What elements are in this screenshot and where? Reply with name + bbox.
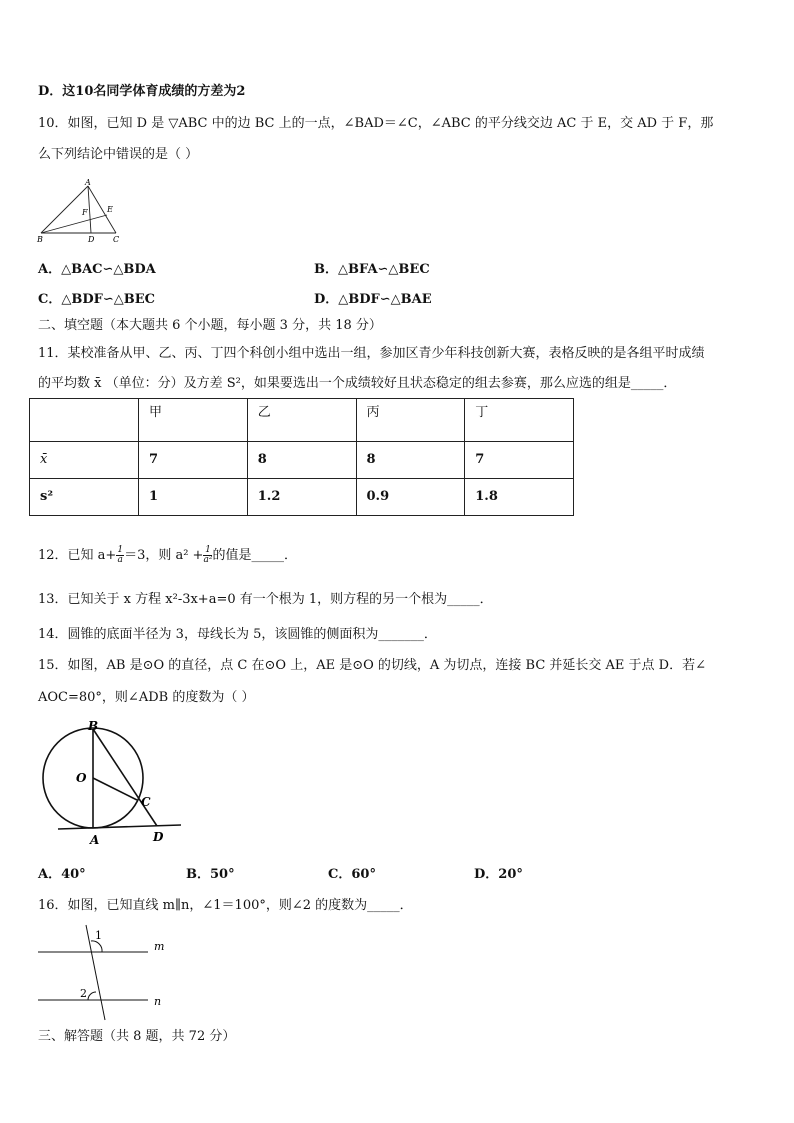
table-header-cell xyxy=(30,399,139,442)
q10-text-line2: 么下列结论中错误的是（ ） xyxy=(38,147,199,162)
q12-fraction-1 xyxy=(116,546,124,565)
q16-label-1: 1 xyxy=(95,929,102,942)
q11-score-table xyxy=(29,398,574,516)
q10-label-d: D xyxy=(88,235,95,244)
q15-option-d: D．20° xyxy=(474,867,523,882)
q15-label-a: A xyxy=(90,833,100,847)
q15-option-b: B．50° xyxy=(186,867,235,882)
table-cell: 8 xyxy=(247,442,356,479)
table-row xyxy=(30,442,574,479)
table-cell: 8 xyxy=(356,442,465,479)
table-row-label: s² xyxy=(30,479,139,516)
q16-label-2: 2 xyxy=(80,987,87,1000)
q15-option-a: A．40° xyxy=(38,867,86,882)
q15-label-o: O xyxy=(76,771,87,785)
q15-label-b: B xyxy=(88,719,99,733)
q15-option-c: C．60° xyxy=(328,867,376,882)
q10-label-a: A xyxy=(85,178,91,187)
q15-label-d: D xyxy=(153,830,164,844)
table-header-cell: 乙 xyxy=(247,399,356,442)
q12-frac2-denominator: a² xyxy=(203,555,213,565)
q12-mid: ＝3，则 a² + xyxy=(124,548,204,563)
section-fill-in-heading: 二、填空题（本大题共 6 个小题，每小题 3 分，共 18 分） xyxy=(38,318,382,333)
q12-suffix: 的值是_____． xyxy=(212,548,297,563)
q12-frac2-numerator: 1 xyxy=(205,545,211,555)
q12-prefix: 12．已知 a+ xyxy=(38,548,117,563)
q10-text-line1: 10．如图，已知 D 是 ▽ABC 中的边 BC 上的一点，∠BAD＝∠C，∠ABC 的平分线交边 AC 于 E，交 AD 于 F，那 xyxy=(38,116,714,131)
q10-label-b: B xyxy=(37,235,43,244)
q15-label-c: C xyxy=(141,795,151,809)
table-row xyxy=(30,479,574,516)
q13-text: 13．已知关于 x 方程 x²-3x+a=0 有一个根为 1，则方程的另一个根为_____． xyxy=(38,592,493,607)
q12-frac1-numerator: 1 xyxy=(117,545,124,555)
q16-text: 16．如图，已知直线 m∥n，∠1＝100°，则∠2 的度数为_____． xyxy=(38,898,413,913)
q10-option-d: D．△BDF∽△BAE xyxy=(314,292,432,307)
q11-text-line1: 11．某校准备从甲、乙、丙、丁四个科创小组中选出一组，参加区青少年科技创新大赛，表格反映的是各组平时成绩 xyxy=(38,346,705,361)
q10-label-c: C xyxy=(113,235,120,244)
q16-label-n: n xyxy=(154,995,162,1008)
table-cell: 7 xyxy=(139,442,248,479)
q14-text: 14．圆锥的底面半径为 3，母线长为 5，该圆锥的侧面积为_______． xyxy=(38,627,437,642)
section-solve-heading: 三、解答题（共 8 题，共 72 分） xyxy=(38,1029,236,1044)
q15-text-line1: 15．如图，AB 是⊙O 的直径，点 C 在⊙O 上，AE 是⊙O 的切线，A 为切点，连接 BC 并延长交 AE 于点 D．若∠ xyxy=(38,658,707,673)
q9-option-d: D．这10名同学体育成绩的方差为2 xyxy=(38,84,246,99)
q11-text-line2: 的平均数 x̄ （单位：分）及方差 S²，如果要选出一个成绩较好且状态稳定的组去参赛，那么应选的组是_____． xyxy=(38,376,677,391)
q16-label-m: m xyxy=(154,940,165,953)
table-header-cell: 甲 xyxy=(139,399,248,442)
q10-option-c: C．△BDF∽△BEC xyxy=(38,292,155,307)
q15-circle-figure xyxy=(38,718,188,848)
table-cell: 1.8 xyxy=(465,479,574,516)
q12-text xyxy=(38,546,297,565)
table-cell: 1.2 xyxy=(247,479,356,516)
table-header-row xyxy=(30,399,574,442)
table-cell: 1 xyxy=(139,479,248,516)
q10-label-e: E xyxy=(107,205,113,214)
table-header-cell: 丙 xyxy=(356,399,465,442)
q12-frac1-denominator: a xyxy=(117,555,123,565)
q10-option-a: A．△BAC∽△BDA xyxy=(38,262,156,277)
table-row-label: x̄ xyxy=(30,442,139,479)
table-header-cell: 丁 xyxy=(465,399,574,442)
table-cell: 0.9 xyxy=(356,479,465,516)
q16-parallel-lines-figure xyxy=(36,922,176,1022)
table-cell: 7 xyxy=(465,442,574,479)
q15-text-line2: AOC=80°，则∠ADB 的度数为（ ） xyxy=(38,690,255,705)
q10-triangle-figure xyxy=(36,176,126,246)
q10-option-b: B．△BFA∽△BEC xyxy=(314,262,430,277)
q10-label-f: F xyxy=(82,208,88,217)
